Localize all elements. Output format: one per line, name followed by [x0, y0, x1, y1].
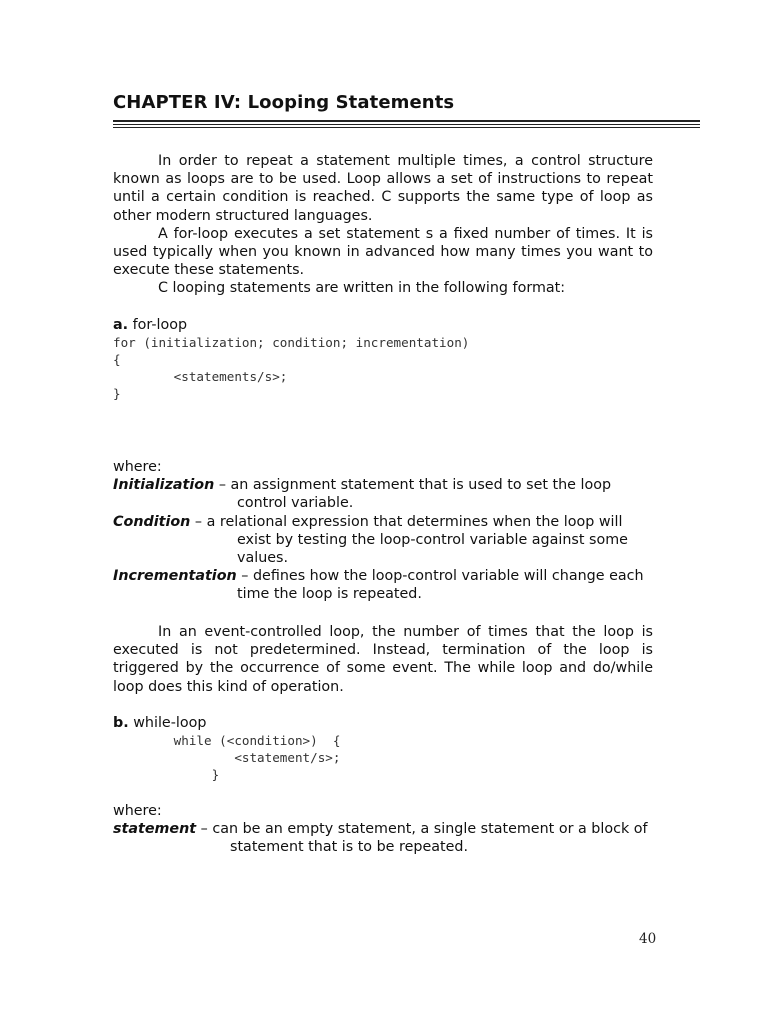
page-number: 40: [639, 931, 657, 947]
definition-term: Condition: [113, 513, 191, 530]
definition-term: Incrementation: [113, 568, 237, 585]
for-loop-code: [113, 334, 653, 402]
title-rule-middle: [113, 124, 700, 125]
intro-paragraph: C looping statements are written in the following format:: [158, 280, 566, 297]
definition-text: – can be an empty statement, a single statement or a block of statement that is to be repeated.: [196, 821, 648, 856]
where-label: where:: [113, 803, 162, 819]
definition-statement: [113, 820, 653, 856]
code-line: <statement/s>;: [113, 750, 341, 766]
definition-condition: [113, 513, 653, 568]
code-line: {: [113, 352, 121, 368]
event-section: [113, 623, 653, 696]
definition-term: Initialization: [113, 477, 215, 494]
while-loop-section: [113, 714, 653, 783]
definition-text: – an assignment statement that is used to set the loop control variable.: [214, 477, 612, 512]
code-line: while (<condition>) {: [113, 733, 341, 749]
while-loop-heading: [113, 714, 653, 732]
definition-term: statement: [113, 821, 197, 838]
definition-incrementation: [113, 567, 653, 603]
title-rule-bottom: [113, 127, 700, 128]
code-line: <statements/s>;: [113, 369, 288, 385]
while-loop-marker: b.: [113, 715, 129, 731]
intro-paragraph: A for-loop executes a set statement s a fixed number of times. It is used typically when you known in advanced how many times you want to execute these statements.: [113, 225, 653, 279]
for-loop-heading: [113, 316, 653, 334]
chapter-title: CHAPTER IV: Looping Statements: [113, 92, 455, 113]
definition-text: – a relational expression that determines when the loop will exist by testing the loop-control variable against some values.: [190, 513, 628, 567]
definition-initialization: [113, 476, 653, 512]
for-loop-name: for-loop: [132, 317, 188, 333]
for-loop-where-section: [113, 458, 653, 604]
where-label: where:: [113, 459, 162, 475]
for-loop-section: [113, 316, 653, 402]
while-loop-where-section: [113, 802, 653, 857]
while-loop-code: [113, 732, 653, 783]
code-line: for (initialization; condition; incrementation): [113, 335, 470, 351]
code-line: }: [113, 767, 220, 783]
event-paragraph: In an event-controlled loop, the number of times that the loop is executed is not predetermined. Instead, termination of the loop is triggered by the occurrence of some event. The while loop and do/while loop does this kind of operation.: [113, 624, 653, 695]
title-rule-top: [113, 120, 700, 122]
intro-section: [113, 152, 653, 298]
while-loop-name: while-loop: [133, 715, 207, 731]
code-line: }: [113, 386, 121, 402]
for-loop-marker: a.: [113, 317, 129, 333]
intro-paragraph: In order to repeat a statement multiple times, a control structure known as loops are to be used. Loop allows a set of instructions to repeat until a certain condition is reached. C supports the same type of loop as other modern structured languages.: [113, 153, 653, 224]
definition-text: – defines how the loop-control variable will change each time the loop is repeated.: [236, 568, 644, 603]
